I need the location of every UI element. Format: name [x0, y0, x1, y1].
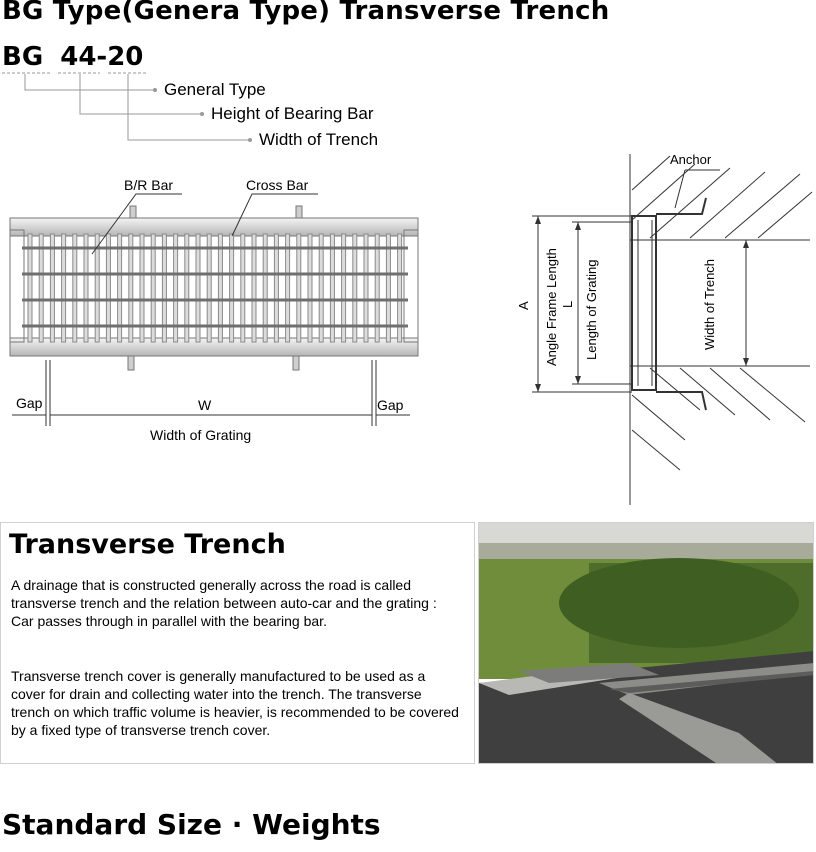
cross-bar-label: Cross Bar: [246, 177, 309, 193]
legend-general-type: General Type: [164, 80, 266, 99]
dim-a-label: A: [516, 301, 531, 310]
legend-trench-width: Width of Trench: [259, 130, 379, 149]
code-prefix: BG: [2, 42, 44, 72]
anchor-stud: [130, 206, 136, 218]
width-of-grating-label: Width of Grating: [150, 427, 252, 443]
dim-l-label: L: [560, 300, 575, 308]
anchor-stud: [128, 356, 134, 370]
transverse-para-1: A drainage that is constructed generally across the road is called transverse trench and the relation between auto-car and the grating : Car passes through in parallel with the bearing bar.: [11, 577, 437, 629]
legend-bearing-bar-height: Height of Bearing Bar: [211, 104, 374, 123]
transverse-trench-heading: Transverse Trench: [9, 529, 286, 560]
code-height: 44: [60, 42, 97, 72]
w-label: W: [198, 397, 212, 413]
anchor-label: Anchor: [670, 152, 712, 167]
anchor-stud: [296, 206, 302, 218]
trench-photo-image: [479, 523, 814, 764]
code-width: 20: [107, 42, 144, 72]
page-title: BG Type(Genera Type) Transverse Trench: [2, 0, 610, 26]
length-of-grating-label: Length of Grating: [584, 259, 599, 360]
width-of-trench-label: Width of Trench: [702, 258, 717, 350]
angle-frame-length-label: Angle Frame Length: [544, 248, 559, 366]
transverse-trench-panel: [0, 522, 475, 764]
cross-bars: [22, 248, 408, 326]
code-dash: -: [96, 42, 108, 72]
gap-right-label: Gap: [377, 397, 404, 413]
trench-photo: [478, 522, 814, 764]
grating-diagram: [0, 170, 430, 450]
product-code: [2, 42, 143, 72]
top-frame-bar: [10, 218, 418, 236]
standard-size-heading: Standard Size · Weights: [2, 808, 381, 841]
trench-section-diagram: [500, 150, 816, 510]
gap-left-label: Gap: [16, 395, 43, 411]
transverse-para-2: Transverse trench cover is generally manufactured to be used as a cover for drain and collecting water into the trench. The transverse trench on which traffic volume is heavier, is recommended to be covered by a fixed type of transverse trench cover.: [11, 668, 459, 738]
anchor-stud: [293, 356, 299, 370]
br-bar-label: B/R Bar: [124, 177, 174, 193]
